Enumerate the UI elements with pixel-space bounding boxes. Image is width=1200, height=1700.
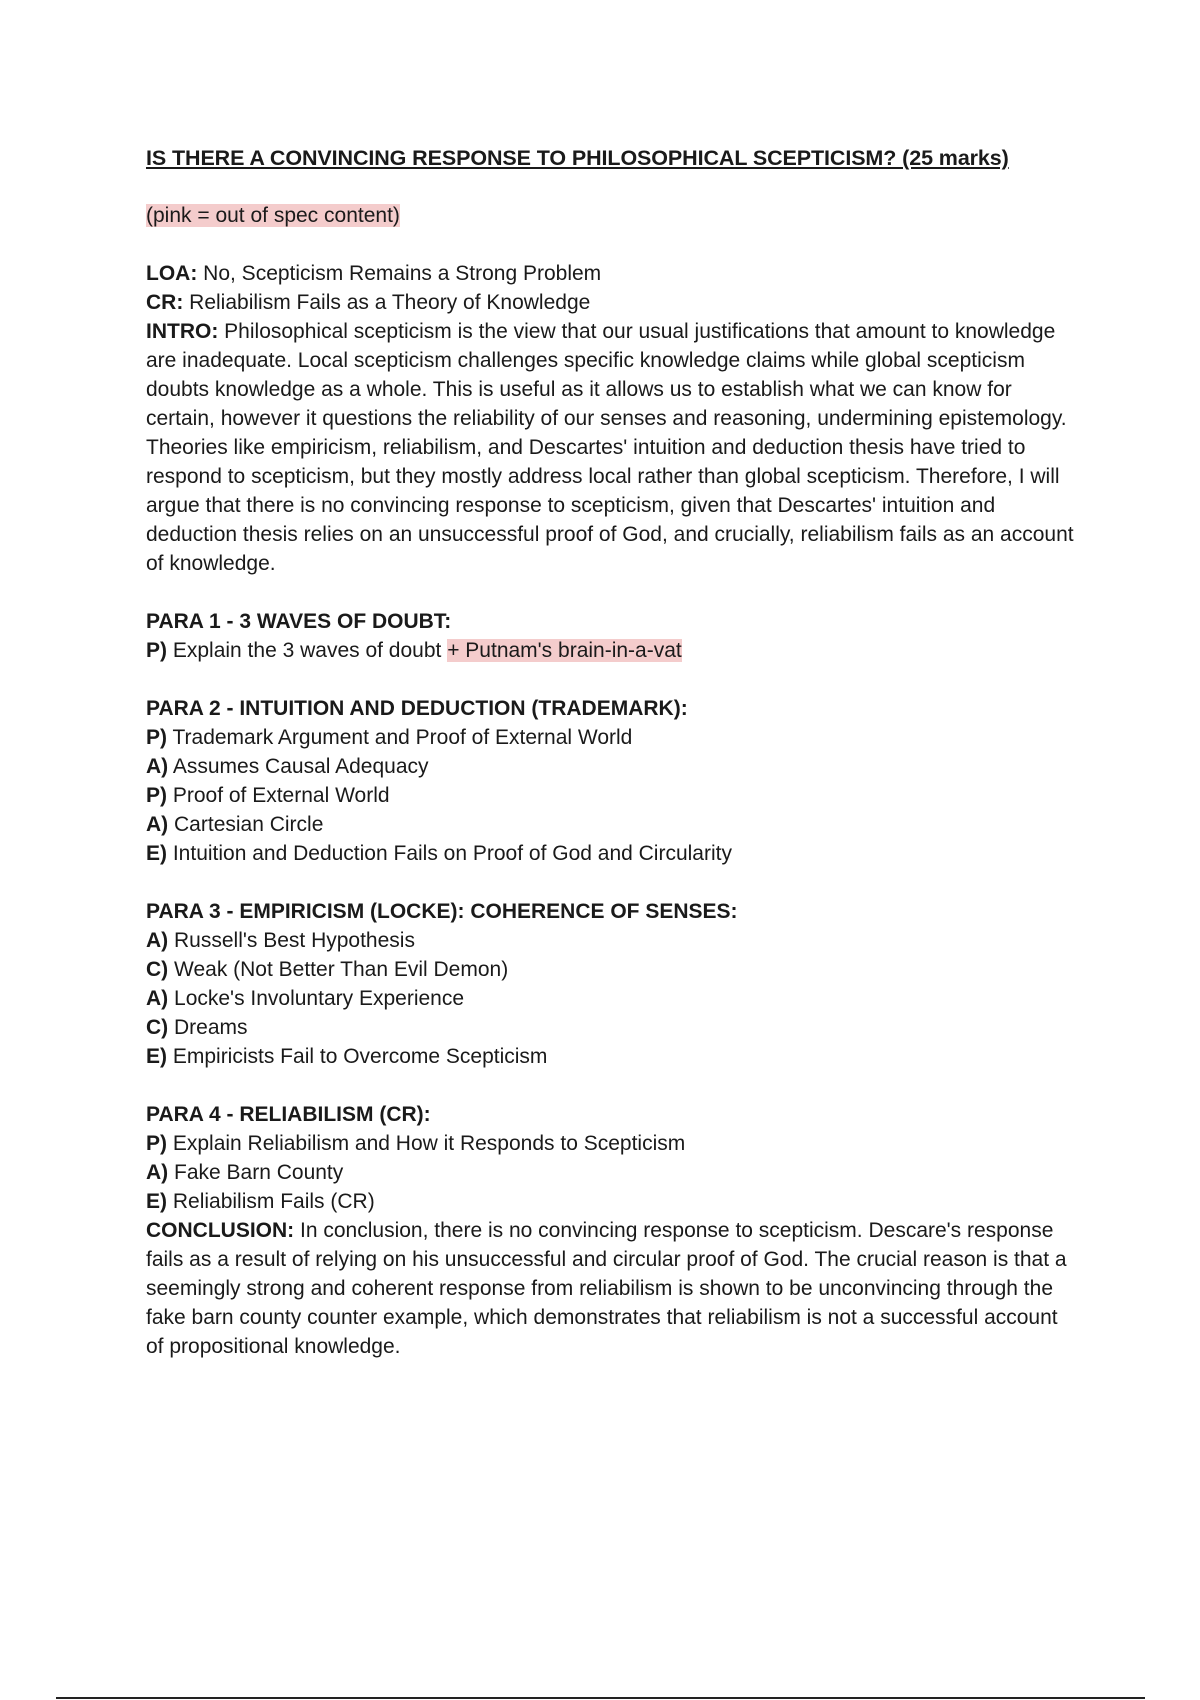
- item-label: A): [146, 987, 169, 1010]
- document-page: [146, 144, 1076, 1361]
- para1-heading: PARA 1 - 3 WAVES OF DOUBT:: [146, 610, 452, 633]
- list-item: [146, 781, 1076, 810]
- item-label: A): [146, 1161, 169, 1184]
- list-item: [146, 636, 1076, 665]
- para2-heading: PARA 2 - INTUITION AND DEDUCTION (TRADEMARK):: [146, 697, 688, 720]
- item-text: Explain Reliabilism and How it Responds to Scepticism: [172, 1132, 686, 1155]
- item-text: Locke's Involuntary Experience: [174, 987, 465, 1010]
- intro-text: Philosophical scepticism is the view that our usual justifications that amount to knowledge are inadequate. Local scepticism challenges specific knowledge claims while global scepticism doubts knowledge as a whole. This is useful as it allows us to establish what we can know for certain, however it questions the reliability of our senses and reasoning, undermining epistemology. Theories like empiricism, reliabilism, and Descartes' intuition and deduction thesis have tried to respond to scepticism, but they mostly address local rather than global scepticism. Therefore, I will argue that there is no convincing response to scepticism, given that Descartes' intuition and deduction thesis relies on an unsuccessful proof of God, and crucially, reliabilism fails as an account of knowledge.: [146, 320, 1074, 575]
- item-text: Russell's Best Hypothesis: [174, 929, 415, 952]
- item-text: Dreams: [174, 1016, 248, 1039]
- document-title: IS THERE A CONVINCING RESPONSE TO PHILOSOPHICAL SCEPTICISM? (25 marks): [146, 146, 1009, 170]
- item-label: P): [146, 726, 167, 749]
- intro-label: INTRO:: [146, 320, 219, 343]
- loa-label: LOA:: [146, 262, 198, 285]
- item-label: A): [146, 755, 169, 778]
- item-label: C): [146, 1016, 169, 1039]
- para4-heading: PARA 4 - RELIABILISM (CR):: [146, 1103, 431, 1126]
- item-label: E): [146, 1045, 167, 1068]
- loa-text: No, Scepticism Remains a Strong Problem: [203, 262, 602, 285]
- item-text: Assumes Causal Adequacy: [172, 755, 429, 778]
- list-item: [146, 1158, 1076, 1187]
- item-label: A): [146, 813, 169, 836]
- item-text: Empiricists Fail to Overcome Scepticism: [172, 1045, 548, 1068]
- conclusion-text: In conclusion, there is no convincing response to scepticism. Descare's response fails as a result of relying on his unsuccessful and circular proof of God. The crucial reason is that a seemingly strong and coherent response from reliabilism is shown to be unconvincing through the fake barn county counter example, which demonstrates that reliabilism is not a successful account of propositional knowledge.: [146, 1219, 1067, 1358]
- cr-line: [146, 288, 1076, 317]
- loa-line: [146, 259, 1076, 288]
- item-text: Explain the 3 waves of doubt: [172, 639, 442, 662]
- list-item: [146, 723, 1076, 752]
- cr-text: Reliabilism Fails as a Theory of Knowledge: [189, 291, 591, 314]
- list-item: [146, 984, 1076, 1013]
- item-text: Trademark Argument and Proof of External World: [172, 726, 633, 749]
- bottom-rule: [56, 1697, 1145, 1699]
- para4-section: [146, 1100, 1076, 1216]
- list-item: [146, 1042, 1076, 1071]
- item-text: Weak (Not Better Than Evil Demon): [174, 958, 509, 981]
- para3-heading: PARA 3 - EMPIRICISM (LOCKE): COHERENCE OF SENSES:: [146, 900, 738, 923]
- legend-highlight: (pink = out of spec content): [146, 204, 400, 227]
- conclusion-label: CONCLUSION:: [146, 1219, 295, 1242]
- list-item: [146, 926, 1076, 955]
- item-label: A): [146, 929, 169, 952]
- item-label: E): [146, 842, 167, 865]
- item-text: Reliabilism Fails (CR): [172, 1190, 375, 1213]
- list-item: [146, 1013, 1076, 1042]
- item-text: Intuition and Deduction Fails on Proof of God and Circularity: [172, 842, 732, 865]
- list-item: [146, 810, 1076, 839]
- item-label: C): [146, 958, 169, 981]
- para2-section: [146, 694, 1076, 868]
- list-item: [146, 1129, 1076, 1158]
- item-text: Fake Barn County: [174, 1161, 344, 1184]
- list-item: [146, 839, 1076, 868]
- list-item: [146, 1187, 1076, 1216]
- para1-section: [146, 607, 1076, 665]
- para3-section: [146, 897, 1076, 1071]
- out-of-spec-highlight: + Putnam's brain-in-a-vat: [447, 639, 682, 662]
- list-item: [146, 955, 1076, 984]
- conclusion-paragraph: [146, 1216, 1076, 1361]
- cr-label: CR:: [146, 291, 184, 314]
- intro-paragraph: [146, 317, 1076, 578]
- item-label: P): [146, 639, 167, 662]
- loa-cr-block: [146, 259, 1076, 317]
- legend-line: [146, 201, 1076, 230]
- item-text: Cartesian Circle: [174, 813, 324, 836]
- list-item: [146, 752, 1076, 781]
- item-label: P): [146, 1132, 167, 1155]
- item-label: E): [146, 1190, 167, 1213]
- item-label: P): [146, 784, 167, 807]
- item-text: Proof of External World: [172, 784, 390, 807]
